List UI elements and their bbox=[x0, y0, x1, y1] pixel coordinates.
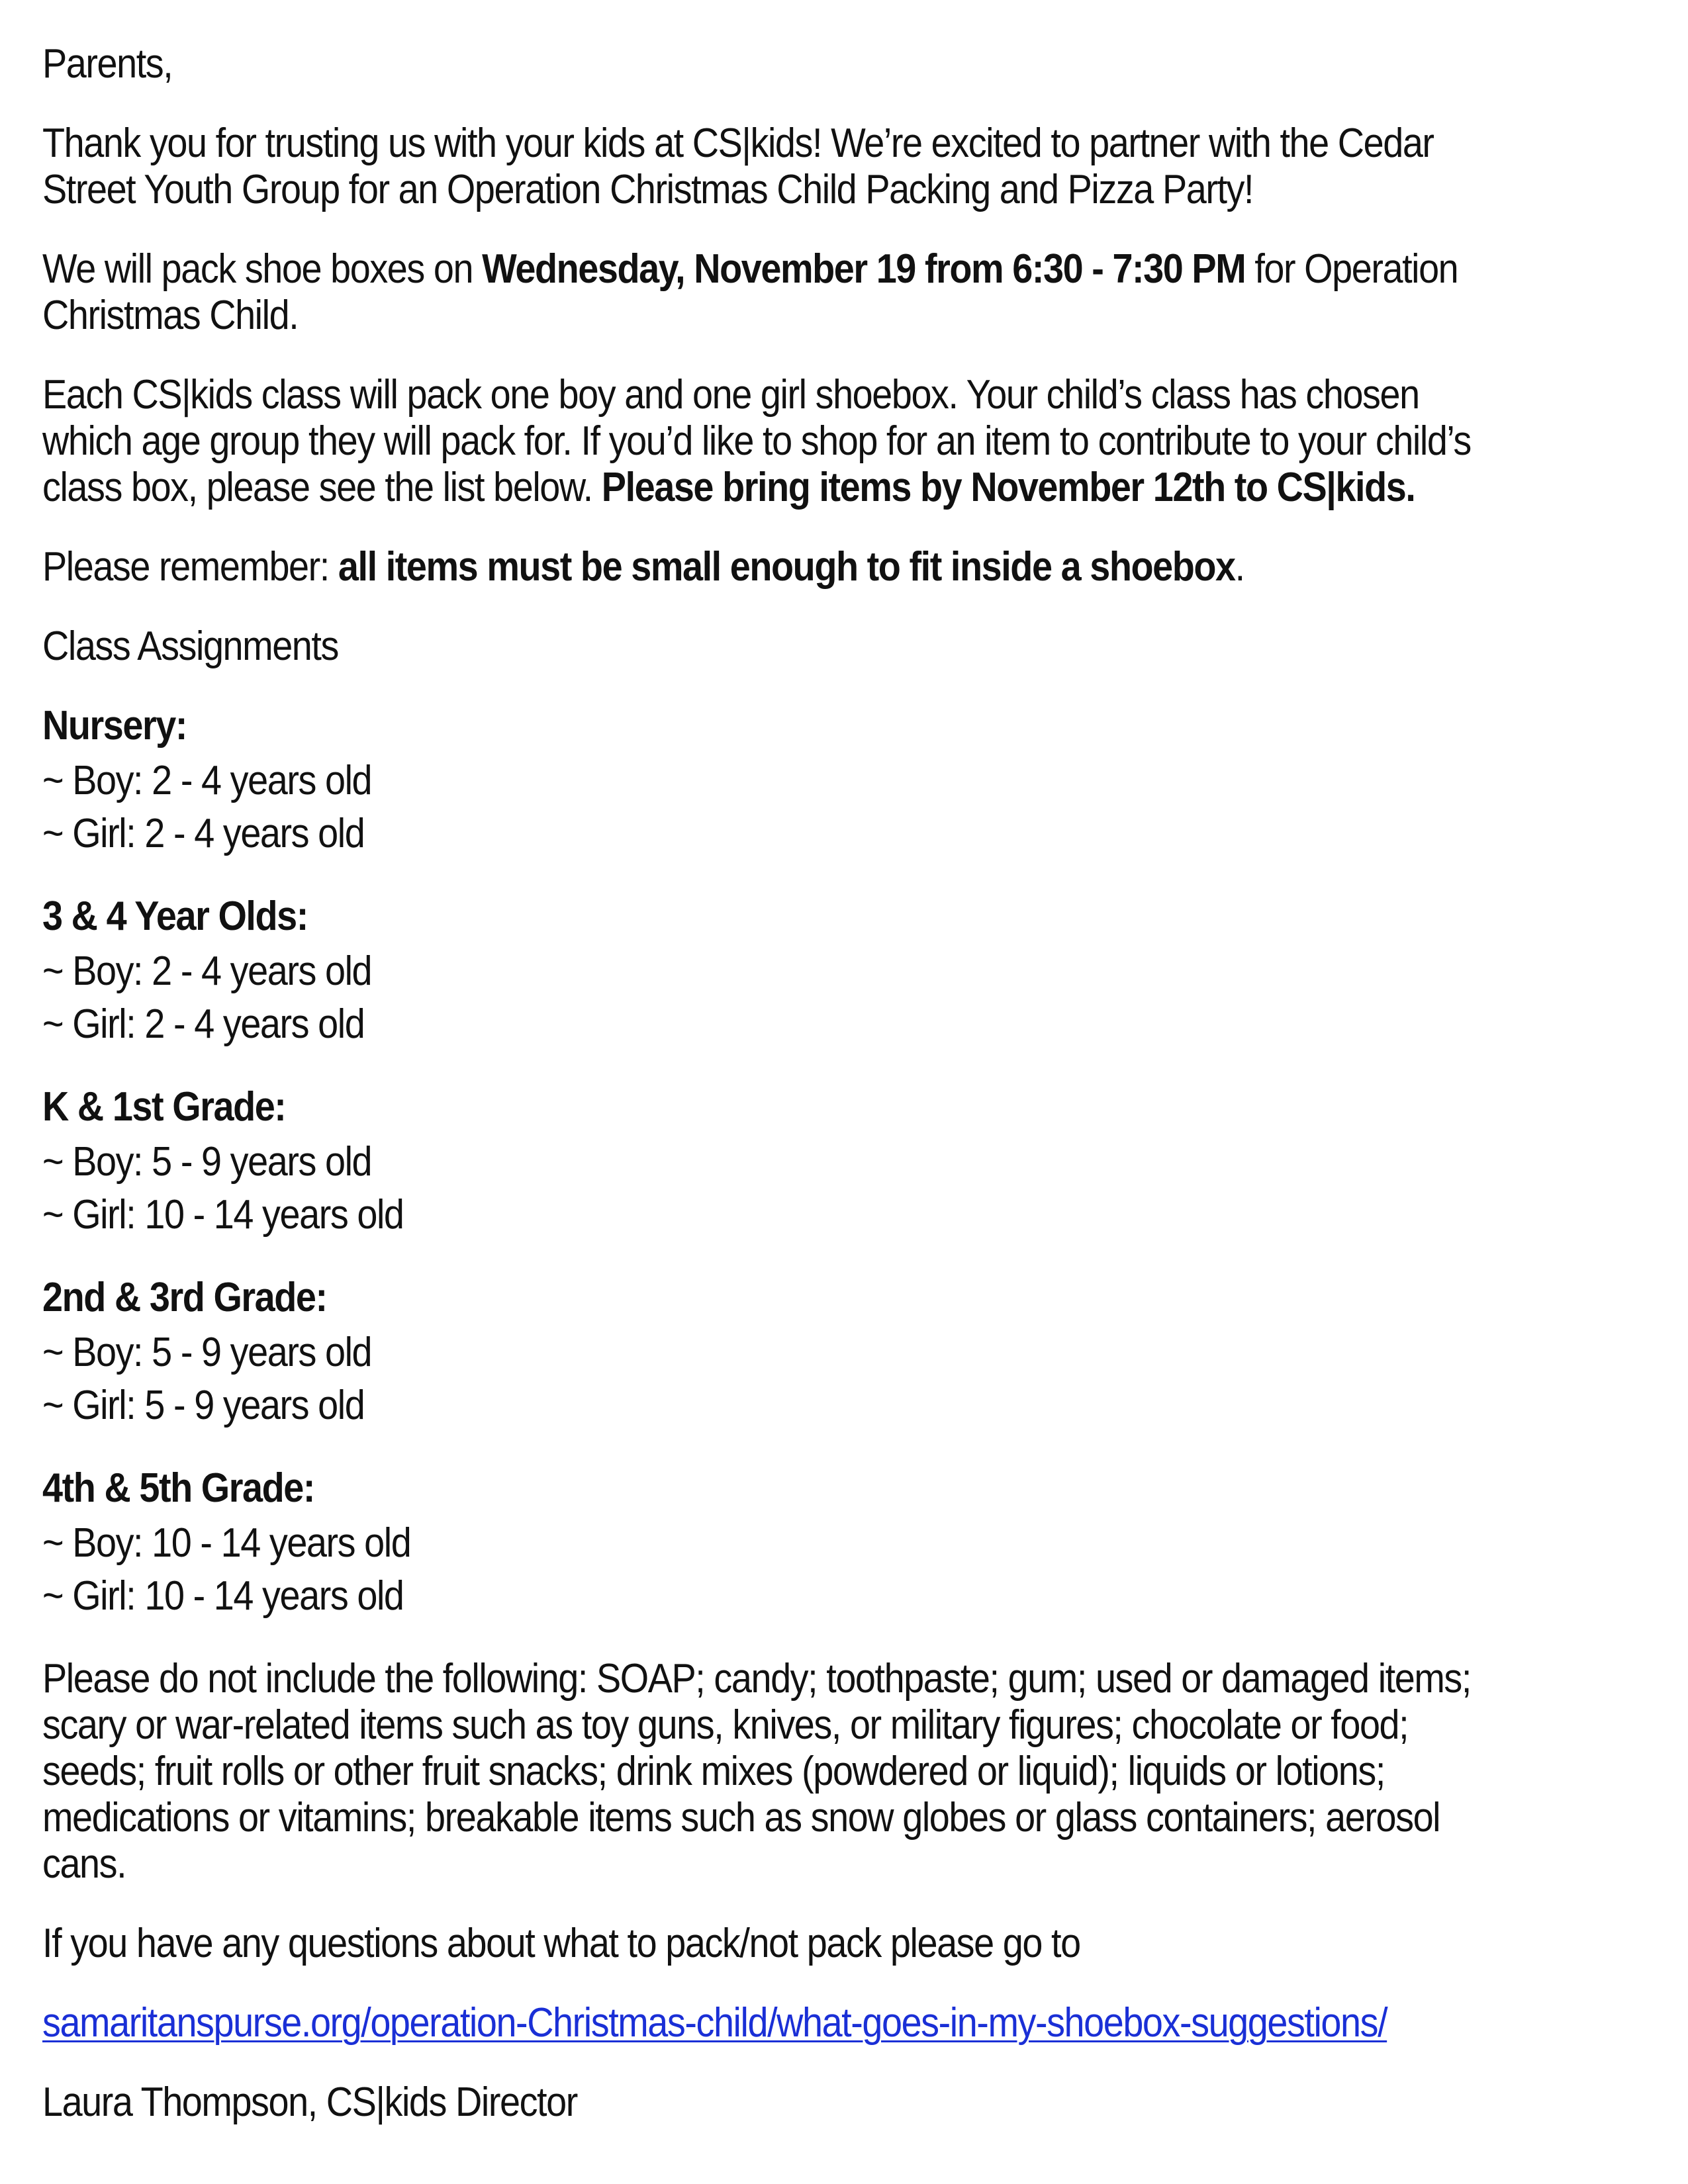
class-girl-age: ~ Girl: 2 - 4 years old bbox=[42, 1001, 365, 1047]
class-girl-age: ~ Girl: 10 - 14 years old bbox=[42, 1573, 404, 1619]
class-block-3-4-year-olds bbox=[42, 893, 1484, 1051]
event-date-time: Wednesday, November 19 from 6:30 - 7:30 PM bbox=[482, 246, 1246, 292]
class-girl-age: ~ Girl: 2 - 4 years old bbox=[42, 811, 365, 856]
class-block-nursery bbox=[42, 703, 1484, 860]
class-boy-age: ~ Boy: 2 - 4 years old bbox=[42, 948, 372, 994]
event-text-before: We will pack shoe boxes on bbox=[42, 246, 483, 292]
greeting: Parents, bbox=[42, 41, 173, 87]
class-girl-age: ~ Girl: 10 - 14 years old bbox=[42, 1192, 404, 1238]
suggestions-link[interactable]: samaritanspurse.org/operation-Christmas-child/what-goes-in-my-shoebox-suggestions/ bbox=[42, 2000, 1387, 2046]
letter bbox=[42, 41, 1484, 2159]
class-block-4th-5th-grade bbox=[42, 1465, 1484, 1623]
class-name: 3 & 4 Year Olds: bbox=[42, 893, 308, 939]
exclusions-paragraph: Please do not include the following: SOAP; candy; toothpaste; gum; used or damaged items; scary or war-related items such as toy guns, knives, or military figures; chocolate or food; seeds; fruit rolls or other fruit snacks; drink mixes (powdered or liquid); liquids or lotions; medications or vitamins; breakable items such as snow globes or glass containers; aerosol cans. bbox=[42, 1656, 1471, 1887]
class-boy-age: ~ Boy: 10 - 14 years old bbox=[42, 1520, 411, 1566]
class-block-2nd-3rd-grade bbox=[42, 1275, 1484, 1432]
class-block-k-1st-grade bbox=[42, 1084, 1484, 1242]
class-boy-age: ~ Boy: 2 - 4 years old bbox=[42, 758, 372, 803]
class-boy-age: ~ Boy: 5 - 9 years old bbox=[42, 1139, 372, 1185]
reminder-text-before: Please remember: bbox=[42, 544, 338, 590]
reminder-paragraph bbox=[42, 544, 1484, 590]
class-name: 4th & 5th Grade: bbox=[42, 1465, 315, 1511]
reminder-text-after: . bbox=[1235, 544, 1244, 590]
reminder-highlight: all items must be small enough to fit inside a shoebox bbox=[338, 544, 1235, 590]
class-name: 2nd & 3rd Grade: bbox=[42, 1275, 327, 1320]
signature: Laura Thompson, CS|kids Director bbox=[42, 2079, 577, 2125]
class-name: K & 1st Grade: bbox=[42, 1084, 286, 1130]
questions-paragraph: If you have any questions about what to pack/not pack please go to bbox=[42, 1921, 1080, 1966]
class-girl-age: ~ Girl: 5 - 9 years old bbox=[42, 1383, 365, 1428]
suggestions-link-paragraph bbox=[42, 2000, 1484, 2046]
packing-text: Each CS|kids class will pack one boy and one girl shoebox. Your child’s class has chosen which age group they will pack for. If you’d like to shop for an item to contribute to your child’s class box, please see the list below. bbox=[42, 372, 1471, 510]
intro-paragraph: Thank you for trusting us with your kids at CS|kids! We’re excited to partner with the Cedar Street Youth Group for an Operation Christmas Child Packing and Pizza Party! bbox=[42, 120, 1434, 212]
event-paragraph bbox=[42, 246, 1484, 339]
packing-paragraph bbox=[42, 372, 1484, 511]
packing-deadline: Please bring items by November 12th to CS|kids. bbox=[601, 465, 1415, 510]
assignments-heading: Class Assignments bbox=[42, 623, 338, 669]
class-name: Nursery: bbox=[42, 703, 187, 749]
event-text-after: for Operation Christmas Child. bbox=[42, 246, 1458, 338]
class-boy-age: ~ Boy: 5 - 9 years old bbox=[42, 1330, 372, 1375]
